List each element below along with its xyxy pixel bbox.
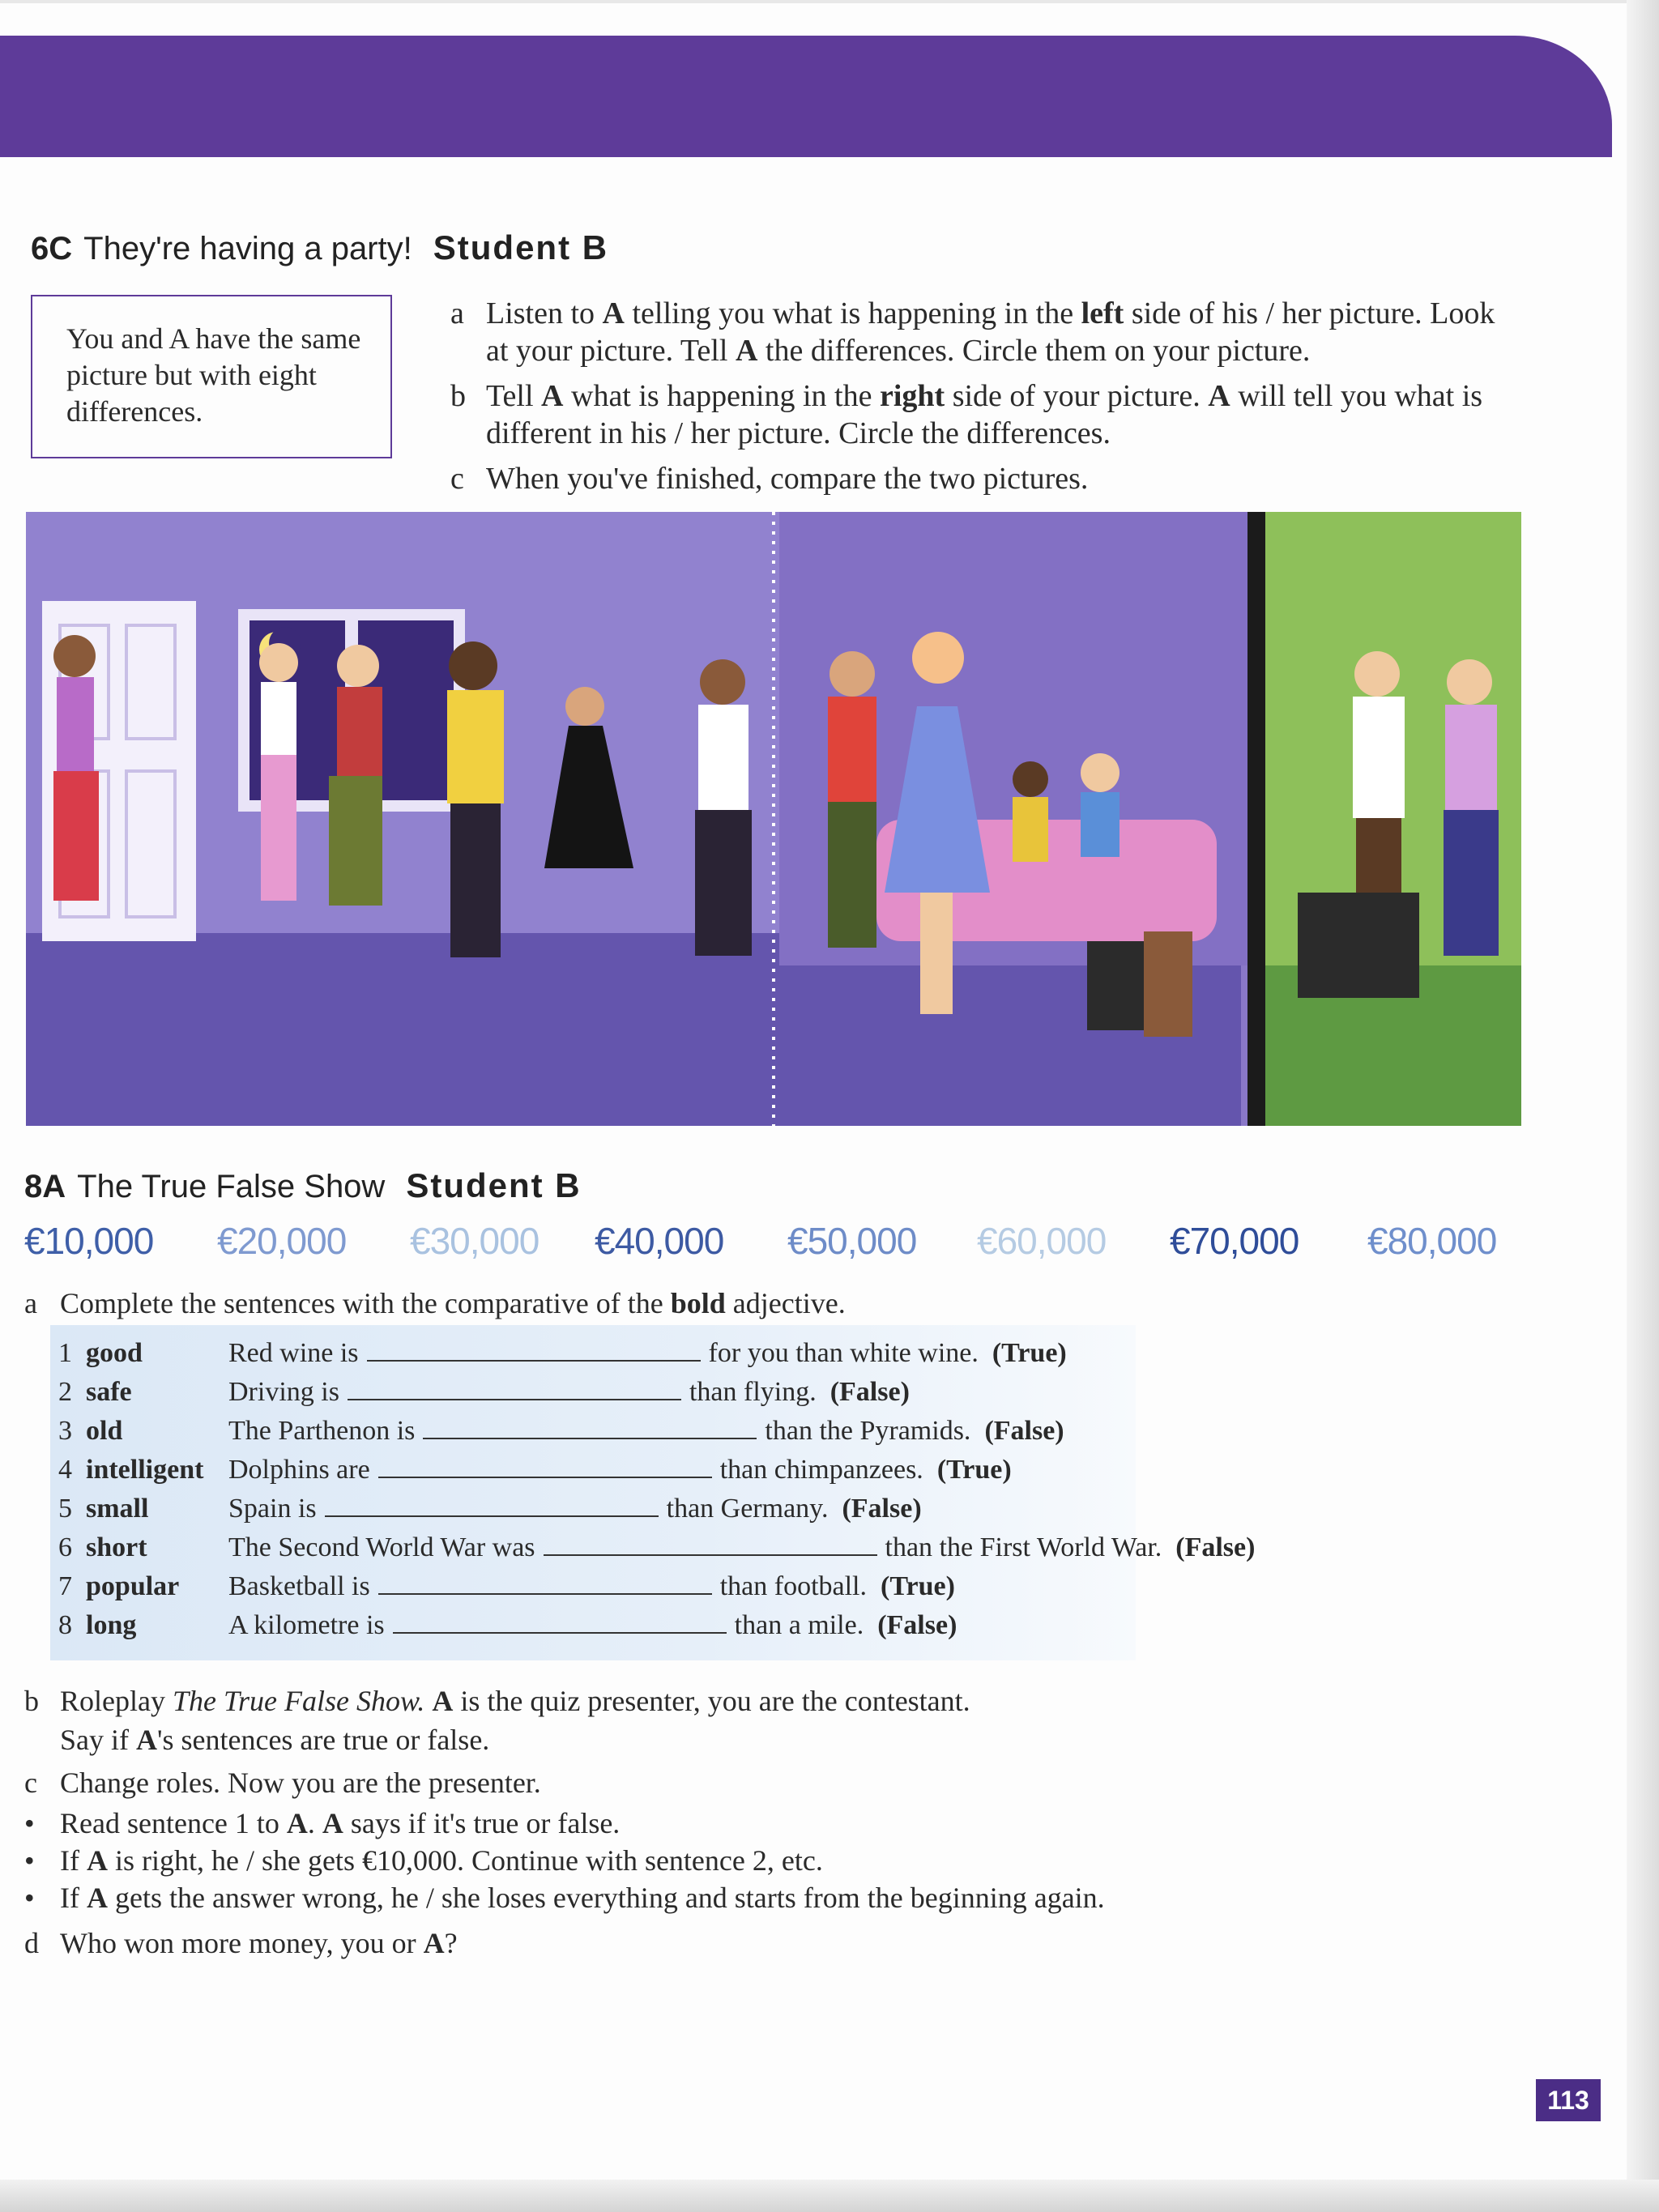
student-label: Student B [406, 1166, 582, 1204]
task-d-line: d Who won more money, you or A? [24, 1927, 458, 1959]
answer-blank[interactable] [378, 1572, 712, 1595]
guest-9 [1013, 761, 1048, 862]
answer-blank[interactable] [393, 1611, 727, 1634]
room-divider [1247, 512, 1265, 1126]
prize-amount: €60,000 [977, 1220, 1107, 1262]
header-band [0, 36, 1612, 157]
prize-money-row [24, 1219, 1531, 1276]
prize-amount: €80,000 [1367, 1220, 1497, 1262]
instruction-text: Tell A what is happening in the right side of your picture. A will tell you what is different in his / her picture. Circle the differences. [486, 379, 1483, 450]
bullet-item: • If A gets the answer wrong, he / she loses everything and starts from the beginning again. [24, 1882, 1105, 1914]
task-a-line: a Complete the sentences with the comparative of the bold adjective. [24, 1287, 846, 1319]
task-label: a [24, 1287, 37, 1319]
instruction-label: c [450, 462, 464, 496]
prize-amount: €40,000 [595, 1220, 724, 1262]
task-label: d [24, 1927, 39, 1959]
answer-blank[interactable] [423, 1417, 757, 1439]
section-title: The True False Show [77, 1169, 386, 1204]
instruction-text: When you've finished, compare the two pictures. [486, 462, 1089, 496]
instruction-text: Listen to A telling you what is happening in the left side of his / her picture. Look at your picture. Tell A the differences. Circle them on your picture. [486, 296, 1495, 368]
instruction-a [450, 295, 1503, 369]
answer-blank[interactable] [544, 1533, 877, 1556]
answer-blank[interactable] [367, 1339, 701, 1362]
prize-amount: €10,000 [24, 1220, 154, 1262]
answer-blank[interactable] [378, 1455, 712, 1478]
prize-amount: €30,000 [410, 1220, 539, 1262]
task-c-line: c Change roles. Now you are the presenter. [24, 1767, 541, 1799]
task-label: b [24, 1685, 39, 1717]
note-box [31, 295, 392, 458]
prize-amount: €50,000 [787, 1220, 917, 1262]
student-label: Student B [433, 228, 609, 266]
note-text: You and A have the same picture but with eight differences. [66, 322, 361, 428]
instruction-label: a [450, 296, 464, 330]
party-illustration [26, 512, 1521, 1126]
task-b-line: b Roleplay The True False Show. A is the quiz presenter, you are the contestant. Say if A's sentences are true or false. [24, 1681, 970, 1759]
television [1298, 893, 1419, 998]
instruction-c [450, 460, 1503, 497]
prize-amount: €70,000 [1170, 1220, 1299, 1262]
task-label: c [24, 1767, 37, 1799]
section-code: 8A [24, 1169, 66, 1204]
page-number: 113 [1536, 2079, 1601, 2121]
section-heading-8a [24, 1166, 582, 1205]
section-code: 6C [31, 231, 73, 266]
page-top-edge [0, 0, 1659, 3]
bullet-item: • If A is right, he / she gets €10,000. Continue with sentence 2, etc. [24, 1844, 823, 1877]
instruction-b [450, 377, 1503, 452]
section-heading-6c [31, 228, 608, 267]
answer-blank[interactable] [325, 1494, 659, 1517]
page-bottom-edge [0, 2180, 1659, 2212]
speaker [1144, 931, 1192, 1037]
instruction-label: b [450, 379, 466, 413]
section-title: They're having a party! [83, 231, 412, 266]
bullet-item: • Read sentence 1 to A. A says if it's true or false. [24, 1807, 621, 1839]
guest-10 [1081, 753, 1120, 857]
answer-blank[interactable] [348, 1378, 681, 1400]
page-binding-edge [1627, 0, 1659, 2212]
prize-amount: €20,000 [217, 1220, 347, 1262]
